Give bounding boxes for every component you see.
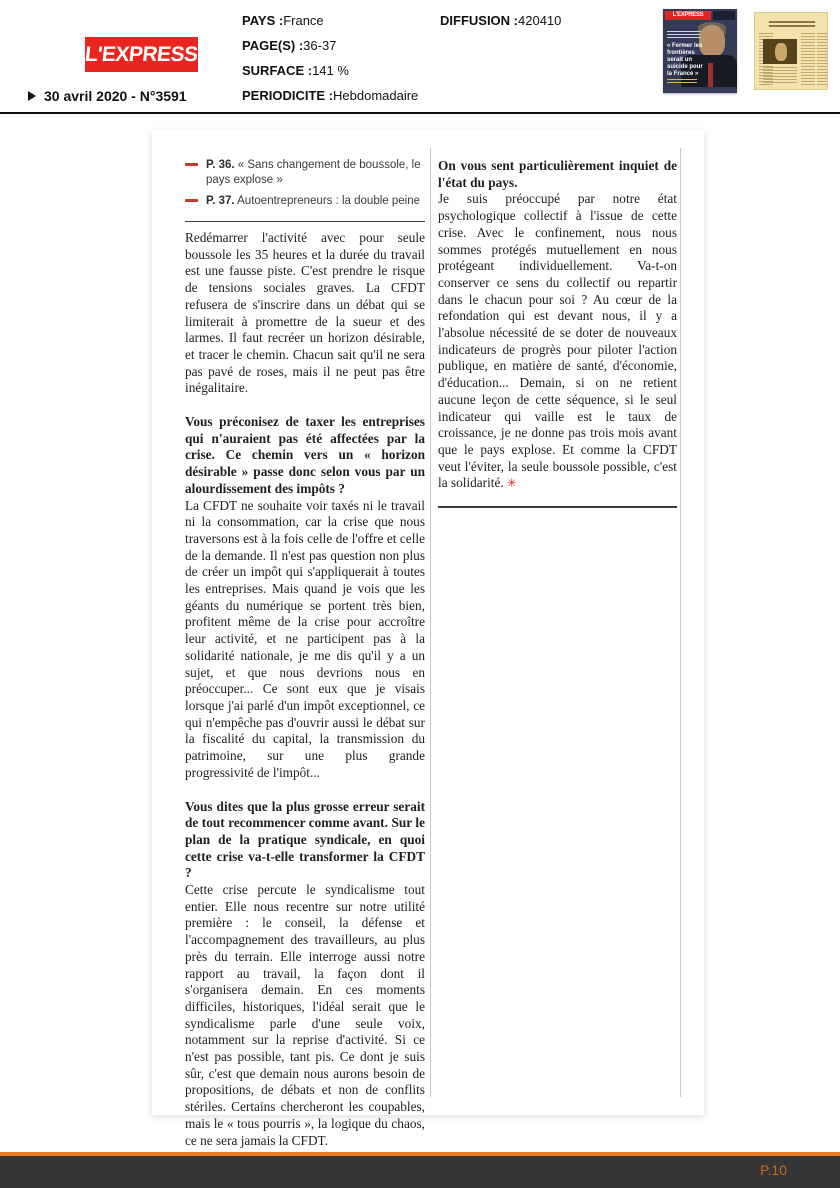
cover-portrait-tie (708, 63, 713, 87)
toc-divider-rule (185, 221, 425, 222)
article-left-column (185, 158, 425, 1149)
red-dash-icon (185, 163, 198, 166)
answer-text: Je suis préoccupé par notre état psychologique collectif à l'issue de cette crise. Avec le confinement, nous nous sommes protégés mutuellement en nous protégeant individuellement. Va-t-on conserver ce sens du collectif ou repartir dans le chacun pour soi ? Au cœur de la refondation qui est devant nous, il y a l'absolue nécessité de se doter de nouveaux indicateurs de progrès pour piloter l'action publique, en matière de santé, d'économie, d'éducation... Demain, si on ne retient aucune leçon de cette séquence, si le seul indicateur qui vaille est le taux de croissance, je ne donne pas trois mois avant que le pays explose. Et comme la CFDT veut l'éviter, la seule boussole possible, c'est la solidarité. (438, 191, 677, 491)
meta-row-diffusion (440, 8, 561, 33)
issue-date-text: 30 avril 2020 - N°3591 (44, 88, 187, 104)
cover-masthead: L'EXPRESS (665, 11, 711, 20)
meta-label: PAGE(S) : (242, 38, 304, 53)
article-right-column (438, 158, 677, 508)
meta-label: DIFFUSION : (440, 13, 518, 28)
cover-kicker-textlines (667, 31, 701, 39)
thumb-headline-lines (769, 21, 815, 29)
meta-value: 36-37 (303, 38, 337, 53)
footer-page-reference: P.10 (760, 1162, 787, 1178)
thumb-text-column (801, 33, 815, 85)
interview-question: Vous préconisez de taxer les entreprises qui n'auraient pas été affectées par la crise. Ce chemin vers un « horizon désirable » passe donc selon vous par un alourdissement des impôts ? (185, 414, 425, 496)
red-dash-icon (185, 199, 198, 202)
header-divider-rule (0, 112, 840, 114)
cover-footer-textline (667, 79, 697, 84)
interview-answer (438, 191, 677, 492)
meta-row-surface (242, 58, 418, 83)
column-divider (430, 148, 431, 1097)
lexpress-logo (85, 37, 198, 72)
meta-label: PERIODICITE : (242, 88, 334, 103)
end-of-article-rule (438, 506, 677, 508)
article-paragraph: Redémarrer l'activité avec pour seule boussole les 35 heures et la durée du travail est une fausse piste. C'est prendre le risque de tensions sociales graves. La CFDT refusera de s'inscrire dans un débat qui se limiterait à promettre de la sueur et des larmes. Il faut recréer un horizon désirable, et tracer le chemin. Chacun sait qu'il ne sera pas pavé de roses, mais il ne peut pas être inégalitaire. (185, 230, 425, 396)
end-of-article-asterisk-icon: ✳ (506, 476, 517, 491)
toc-item (185, 194, 425, 209)
related-pages-toc (185, 158, 425, 209)
meta-row-pays (242, 8, 418, 33)
meta-value: Hebdomadaire (333, 88, 419, 103)
article-clipping-sheet (152, 130, 704, 1148)
interview-answer: Cette crise percute le syndicalisme tout entier. Elle nous recentre sur notre utilité première : le conseil, la défense et l'accompagnement des travailleurs, au plus près du terrain. Elle interroge aussi notre rapport au travail, la façon dont il s'organisera demain. En ces moments difficiles, historiques, l'idéal serait que le syndicalisme parle d'une seule voix, notamment sur la reprise d'activité. Si ce n'est pas possible, tant pis. Ce dont je suis sûr, c'est que demain nous aurons besoin de propositions, de débats et non de conflits stériles. Certains chercheront les coupables, mais le « tous pourris », la logique du chaos, ce ne sera jamais la CFDT. (185, 882, 425, 1148)
column-divider (680, 148, 681, 1097)
meta-value: France (283, 13, 324, 28)
meta-label: PAYS : (242, 13, 284, 28)
thumb-photo-figure (775, 43, 787, 61)
thumb-text-column (817, 33, 828, 85)
toc-item (185, 158, 425, 188)
toc-item-title: Autoentrepreneurs : la double peine (237, 195, 420, 207)
article-page-thumbnail (754, 12, 828, 90)
cover-quote-text: « Fermer les frontières serait un suicide pour la France » (667, 43, 703, 77)
meta-value: 141 % (312, 63, 349, 78)
toc-item-text (206, 158, 425, 188)
interview-answer: La CFDT ne souhaite voir taxés ni le travail ni la consommation, car la crise que nous traversons est à la fois celle de l'offre et celle de la demande. Il n'est pas question non plus de créer un impôt qui s'appliquerait à toutes les entreprises. Mais quand je vois que les géants du numérique se portent très bien, profitent même de la crise pour accroître leur activité, et ne participent pas à la solidarité nationale, je me dis qu'il y a un sujet, et que nous devrions nous en préoccuper... Ce sont eux que je visais lorsque j'ai parlé d'un impôt exceptionnel, ce qui n'empêche pas d'ouvrir aussi le débat sur la fiscalité du capital, la transmission du patrimoine, sur une plus grande progressivité de l'impôt... (185, 497, 425, 780)
meta-label: SURFACE : (242, 63, 313, 78)
interview-question: On vous sent particulièrement inquiet de l'état du pays. (438, 158, 677, 190)
toc-page-number: P. 36. (206, 159, 235, 171)
magazine-cover-thumbnail (663, 9, 737, 93)
footer-bar (0, 1156, 840, 1188)
lexpress-logo-text: L'EXPRESS (84, 42, 200, 66)
meta-value: 420410 (518, 13, 562, 28)
issue-dateline (28, 88, 187, 104)
cover-banner-side (713, 11, 735, 20)
interview-question: Vous dites que la plus grosse erreur serait de tout recommencer comme avant. Sur le plan de la pratique syndicale, en quoi cette crise va-t-elle transformer la CFDT ? (185, 798, 425, 881)
meta-row-periodicite (242, 83, 418, 108)
publication-metadata (242, 8, 418, 108)
toc-item-title: « Sans changement de boussole, le pays explose » (206, 159, 421, 186)
thumb-caption-lines (763, 67, 797, 85)
toc-page-number: P. 37. (206, 195, 235, 207)
toc-item-text (206, 194, 420, 209)
arrow-right-icon (28, 91, 36, 101)
meta-row-pages (242, 33, 418, 58)
